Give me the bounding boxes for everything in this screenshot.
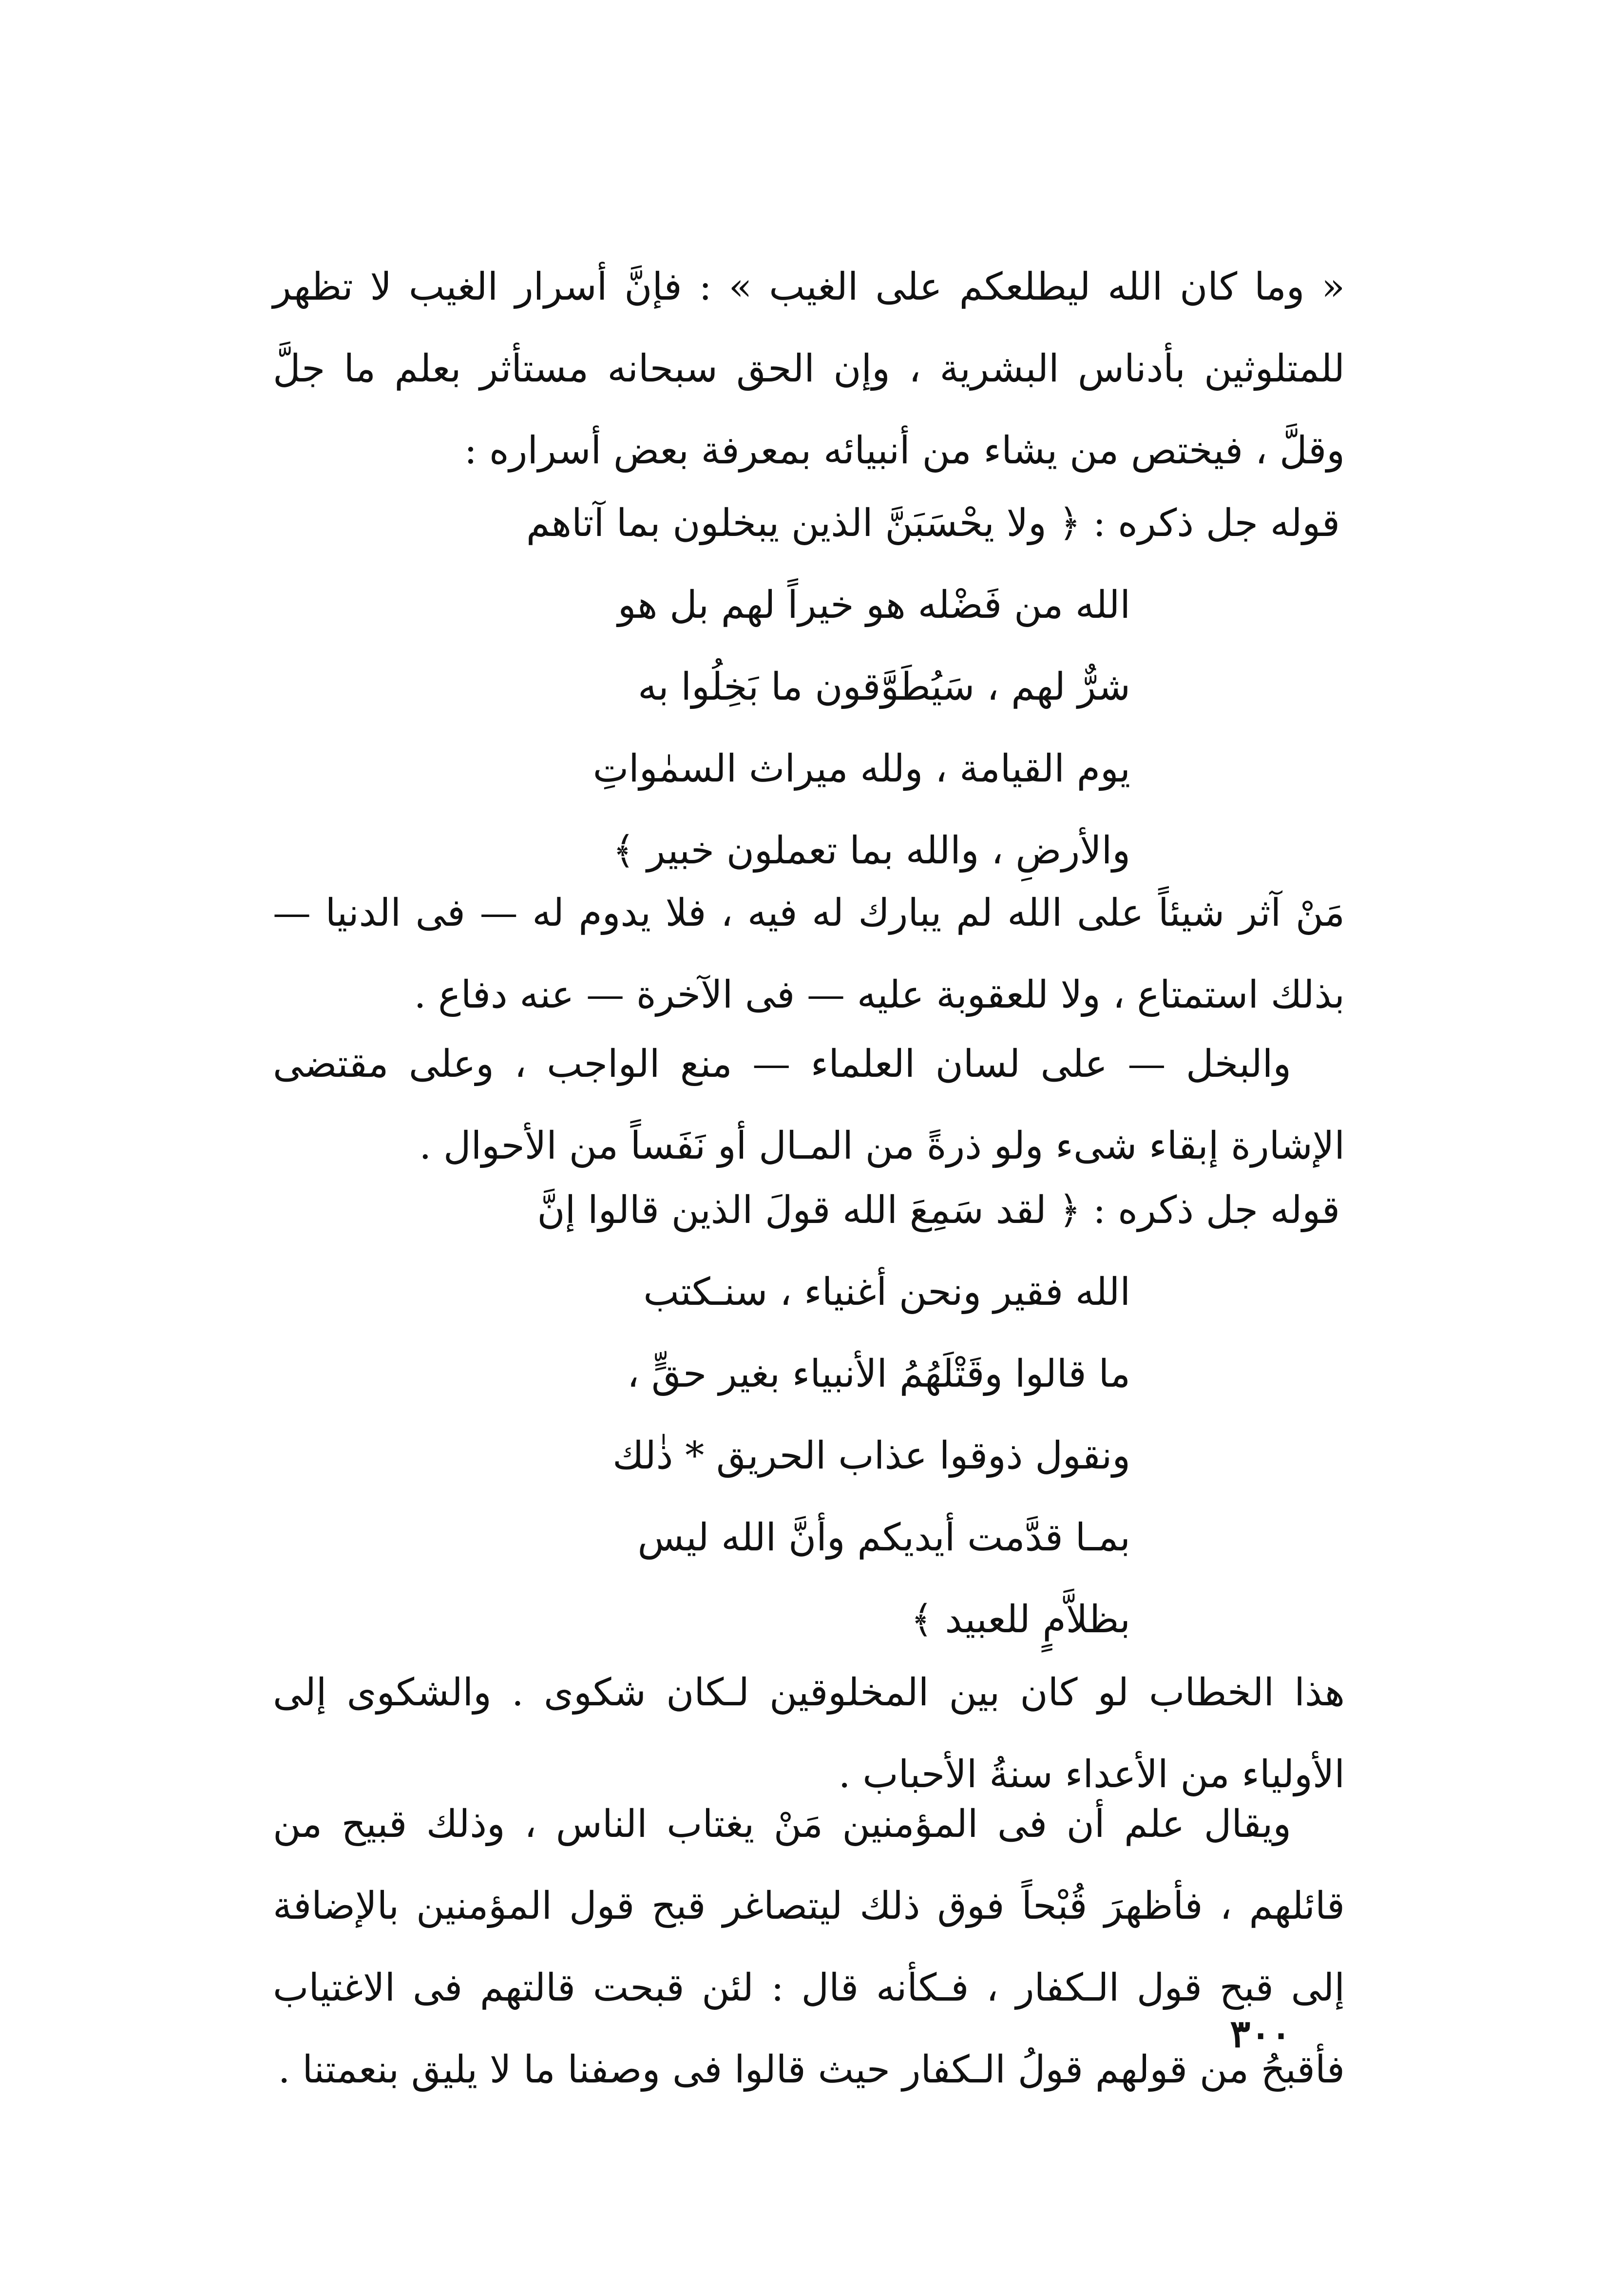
paragraph-preference <box>273 872 1345 1036</box>
verse-line: شرٌّ لهم ، سَيُطَوَّقون ما بَخِلُوا به <box>638 665 1130 709</box>
paragraph-backbiting <box>273 1783 1345 2111</box>
paragraph-text: مَنْ آثر شيئاً على الله لم يبارك له فيه ، فلا يدوم له — فى الدنيا — بذلك استمتاع ، ولا للعقوبة عليه — فى الآخرة — عنه دفاع . <box>273 891 1345 1017</box>
verse-line: يوم القيامة ، ولله ميراث السمٰواتِ <box>592 747 1130 791</box>
paragraph-miserliness <box>273 1023 1345 1187</box>
quran-verse-block-2 <box>537 1169 1340 1661</box>
verse-line: قوله جل ذكره : ﴿ ولا يحْسَبَنَّ الذين يبخلون بما آتاهم <box>526 501 1340 545</box>
verse-line: ونقول ذوقوا عذاب الحريق * ذٰلك <box>612 1434 1130 1478</box>
verse-line: قوله جل ذكره : ﴿ لقد سَمِعَ الله قولَ الذين قالوا إنَّ <box>537 1188 1340 1232</box>
paragraph-text: ويقال علم أن فى المؤمنين مَنْ يغتاب الناس ، وذلك قبيح من قائلهم ، فأظهرَ قُبْحاً فوق ذلك ليتصاغر قبح قول المؤمنين بالإضافة إلى قبح قول الـكفار ، فـكأنه قال : لئن قبحت قالتهم فى الاغتياب فأقبحُ من قولهم قولُ الـكفار حيث قالوا فى وصفنا ما لا يليق بنعمتنا . <box>273 1802 1345 2092</box>
verse-line: الله فقير ونحن أغنياء ، سنـكتب <box>643 1270 1130 1314</box>
verse-line: ما قالوا وقَتْلَهُمُ الأنبياء بغير حقٍّ ، <box>627 1352 1130 1396</box>
paragraph-text: « وما كان الله ليطلعكم على الغيب » : فإنَّ أسرار الغيب لا تظهر للمتلوثين بأدناس البشرية ، وإن الحق سبحانه مستأثر بعلم ما جلَّ وقلَّ ، فيختص من يشاء من أنبيائه بمعرفة بعض أسراره : <box>273 265 1345 473</box>
page-number: ٣٠٠ <box>1230 2012 1291 2056</box>
verse-line: بظلاَّمٍ للعبيد ﴾ <box>910 1598 1130 1642</box>
paragraph-text: والبخل — على لسان العلماء — منع الواجب ، وعلى مقتضى الإشارة إبقاء شىء ولو ذرةً من المـال أو نَفَساً من الأحوال . <box>273 1042 1345 1168</box>
paragraph-unseen-secrets <box>273 246 1345 492</box>
verse-line: والأرضِ ، والله بما تعملون خبير ﴾ <box>612 829 1130 873</box>
quran-verse-block-1 <box>526 482 1340 892</box>
verse-line: بمـا قدَّمت أيديكم وأنَّ الله ليس <box>637 1516 1130 1560</box>
verse-line: الله من فَضْله هو خيراً لهم بل هو <box>617 583 1130 627</box>
paragraph-text: هذا الخطاب لو كان بين المخلوقين لـكان شكوى . والشكوى إلى الأولياء من الأعداء سنةُ الأحباب . <box>273 1671 1345 1796</box>
